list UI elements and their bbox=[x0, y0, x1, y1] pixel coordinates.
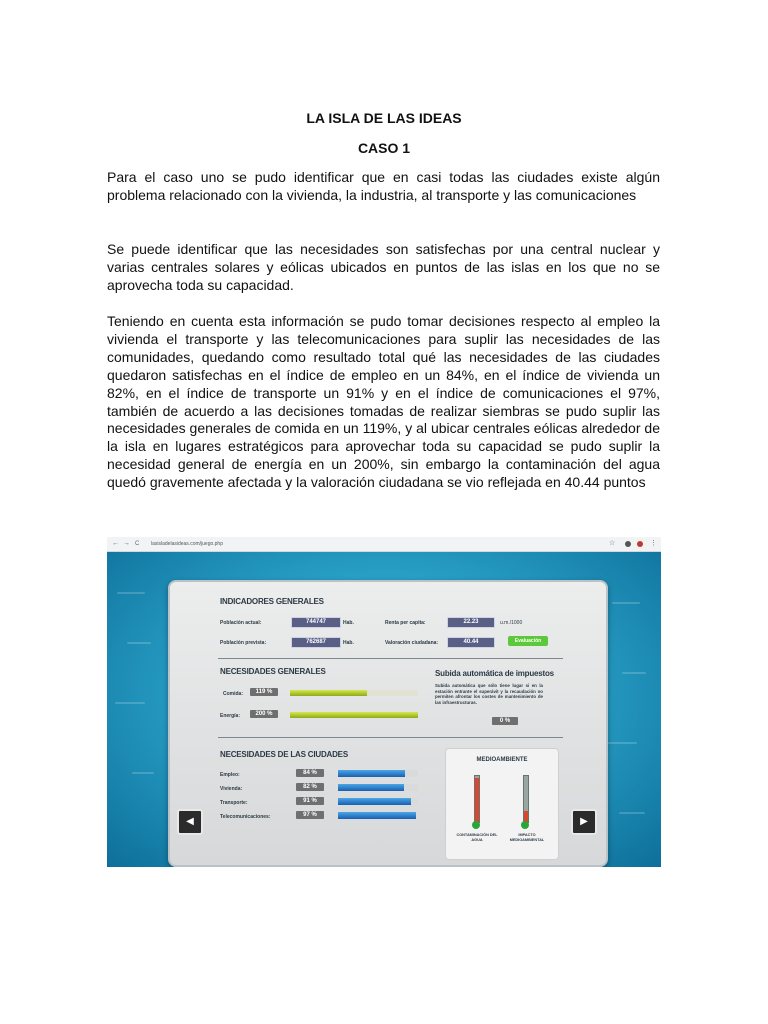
section-title-necesidades-generales: NECESIDADES GENERALES bbox=[220, 667, 326, 676]
transporte-label: Transporte: bbox=[220, 800, 248, 806]
empleo-bar-fill bbox=[338, 770, 405, 777]
address-bar[interactable]: lasisladelasideas.com/juego.php bbox=[151, 541, 223, 547]
transporte-bar bbox=[338, 798, 418, 805]
transporte-value: 91 % bbox=[296, 797, 324, 805]
wave-decoration bbox=[127, 642, 151, 644]
poblacion-actual-label: Población actual: bbox=[220, 620, 262, 626]
forward-icon[interactable]: → bbox=[123, 540, 130, 547]
medioambiente-card bbox=[445, 748, 559, 860]
star-icon[interactable]: ☆ bbox=[609, 540, 616, 547]
section-title-necesidades-ciudades: NECESIDADES DE LAS CIUDADES bbox=[220, 750, 348, 759]
comida-value: 119 % bbox=[250, 688, 278, 696]
empleo-label: Empleo: bbox=[220, 772, 240, 778]
divider bbox=[218, 737, 563, 738]
prev-arrow-button[interactable]: ◀ bbox=[177, 809, 203, 835]
contaminacion-gauge bbox=[474, 775, 480, 823]
vivienda-bar-fill bbox=[338, 784, 404, 791]
hab-unit: Hab. bbox=[343, 640, 354, 646]
renta-unit: u.m./1000 bbox=[500, 620, 523, 626]
transporte-bar-fill bbox=[338, 798, 411, 805]
poblacion-prevista-value: 762687 bbox=[291, 637, 341, 648]
section-title-indicadores: INDICADORES GENERALES bbox=[220, 597, 324, 606]
divider bbox=[218, 658, 563, 659]
poblacion-actual-value: 744747 bbox=[291, 617, 341, 628]
evaluacion-button[interactable]: Evaluación bbox=[508, 636, 548, 646]
impuestos-value: 0 % bbox=[492, 717, 518, 725]
wave-decoration bbox=[622, 672, 646, 674]
hab-unit: Hab. bbox=[343, 620, 354, 626]
impuestos-text: Subida automática que sólo tiene lugar si en la estación entrante el superávit y la recaudación no permiten afrontar los costes de mantenimiento de las infraestructuras. bbox=[435, 683, 543, 705]
renta-label: Renta per capita: bbox=[385, 620, 426, 626]
wave-decoration bbox=[132, 772, 154, 774]
contaminacion-label: CONTAMINACIÓN DEL AGUA bbox=[456, 833, 498, 842]
valoracion-label: Valoración ciudadana: bbox=[385, 640, 439, 646]
poblacion-prevista-label: Población prevista: bbox=[220, 640, 267, 646]
wave-decoration bbox=[619, 812, 645, 814]
wave-decoration bbox=[117, 592, 145, 594]
telecomunicaciones-bar-fill bbox=[338, 812, 416, 819]
back-icon[interactable]: ← bbox=[112, 540, 119, 547]
energia-bar-fill bbox=[290, 712, 418, 718]
ocean-background bbox=[107, 552, 661, 867]
comida-bar bbox=[290, 690, 418, 696]
impacto-gauge bbox=[523, 775, 529, 823]
telecomunicaciones-bar bbox=[338, 812, 418, 819]
paragraph-2: Se puede identificar que las necesidades son satisfechas por una central nuclear y varias centrales solares y eólicas ubicados en puntos de las islas en los que no se aprovecha toda su capacidad. bbox=[107, 241, 660, 293]
empleo-value: 84 % bbox=[296, 769, 324, 777]
menu-icon[interactable]: ⋮ bbox=[650, 540, 657, 547]
renta-value: 22.23 bbox=[447, 617, 495, 628]
paragraph-1: Para el caso uno se pudo identificar que en casi todas las ciudades existe algún problema relacionado con la vivienda, la industria, al transporte y las comunicaciones bbox=[107, 169, 660, 203]
impacto-label: IMPACTO MEDIOAMBIENTAL bbox=[509, 833, 545, 842]
vivienda-bar bbox=[338, 784, 418, 791]
avatar[interactable] bbox=[637, 541, 643, 547]
medioambiente-title: MEDIOAMBIENTE bbox=[476, 757, 528, 763]
next-arrow-button[interactable]: ▶ bbox=[571, 809, 597, 835]
telecomunicaciones-label: Telecomunicaciones: bbox=[220, 814, 271, 820]
energia-bar bbox=[290, 712, 418, 718]
extension-icon[interactable] bbox=[625, 541, 631, 547]
vivienda-value: 82 % bbox=[296, 783, 324, 791]
comida-bar-fill bbox=[290, 690, 367, 696]
contaminacion-bulb bbox=[472, 821, 480, 829]
browser-toolbar bbox=[107, 537, 661, 552]
impacto-bulb bbox=[521, 821, 529, 829]
vivienda-label: Vivienda: bbox=[220, 786, 243, 792]
document-subtitle: CASO 1 bbox=[357, 140, 411, 156]
paragraph-3: Teniendo en cuenta esta información se pudo tomar decisiones respecto al empleo la vivienda el transporte y las telecomunicaciones para suplir las necesidades de las comunidades, quedando como resultado total qué las necesidades de las ciudades quedaron satisfechas en el índice de empleo en un 84%, en el índice de vivienda un 82%, en el índice de transporte un 91% y en el índice de comunicaciones el 97%, también de acuerdo a las decisiones tomadas de realizar siembras se pudo suplir las necesidades generales de comida en un 119%, y al ubicar centrales eólicas alrededor de la isla en lugares estratégicos para aprovechar toda su capacidad se pudo suplir la necesidad general de energía en un 200%, sin embargo la contaminación del agua quedó gravemente afectada y la valoración ciudadana se vio reflejada en 40.44 puntos bbox=[107, 313, 660, 491]
comida-label: Comida: bbox=[223, 691, 243, 697]
impuestos-title: Subida automática de impuestos bbox=[435, 669, 554, 678]
wave-decoration bbox=[115, 702, 145, 704]
wave-decoration bbox=[612, 602, 640, 604]
game-panel bbox=[168, 580, 608, 867]
contaminacion-gauge-fill bbox=[475, 778, 479, 822]
empleo-bar bbox=[338, 770, 418, 777]
energia-value: 200 % bbox=[250, 710, 278, 718]
wave-decoration bbox=[607, 742, 637, 744]
telecomunicaciones-value: 97 % bbox=[296, 811, 324, 819]
document-title: LA ISLA DE LAS IDEAS bbox=[306, 110, 462, 126]
energia-label: Energía: bbox=[220, 713, 241, 719]
game-screenshot bbox=[107, 537, 661, 867]
reload-icon[interactable]: C bbox=[135, 541, 140, 547]
valoracion-value: 40.44 bbox=[447, 637, 495, 648]
